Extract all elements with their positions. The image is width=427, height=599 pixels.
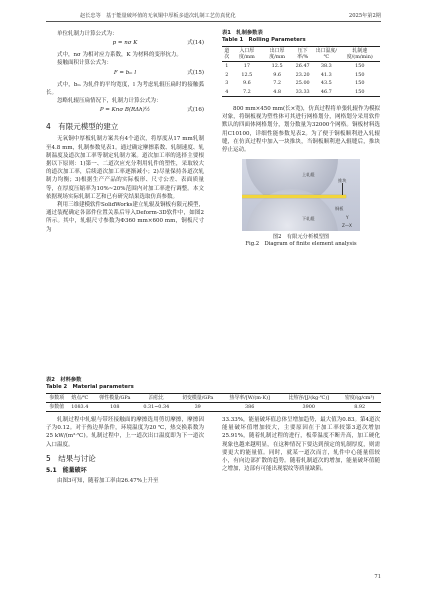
table-cell: 3900: [302, 403, 315, 410]
paragraph: 无氧铜中厚板轧制方案共有4个道次，将厚度从17 mm轧制至4.8 mm，轧制参数见表1。通过确定摩擦系数、轧制速度、轧制温度及道次加工率等制定轧制方案。道次加工率的选择主要根据以下原则：1)第一、二道次应充分利用轧件的塑性，采取较大的道次加工率，后续道次加工率逐渐减小；2)尽量保持各道次轧制力均衡；3)根据生产产品的实际板形、尺寸公差、表面质量等，在厚度压缩率为10%~20%范围内对加工率进行调整。本文依据现场实际轧制工艺和已有研究结果选取仿真参数。: [46, 136, 204, 200]
equation-text: F = bₘ l: [113, 69, 137, 76]
paragraph: 接触面积计算公式为：: [57, 60, 113, 67]
table-header-cell: 比热容/[J/(kg·℃)]: [288, 394, 330, 401]
figure-label-lower-roll: 下轧辊: [302, 216, 315, 222]
table-cell: 2: [225, 71, 229, 78]
equation-number: 式(14): [187, 40, 204, 47]
table-cell: 41.3: [320, 71, 332, 78]
figure2-caption-en: Fig.2 Diagram of finite element analysis: [245, 241, 357, 248]
table-header-cell: 密度/(g/cm³): [344, 394, 375, 401]
table-cell: 386: [245, 403, 255, 410]
equation-15: [46, 69, 204, 80]
figure-label-pusher: 推块: [338, 178, 347, 184]
copper-plate: [242, 195, 346, 198]
table-cell: 1083.4: [71, 403, 89, 410]
table-cell: 43.5: [320, 80, 332, 87]
header-rule: [46, 21, 381, 22]
table-cell: 3: [225, 80, 229, 87]
table-cell: 17: [243, 63, 250, 70]
equation-14: [46, 39, 204, 50]
table1-caption-cn: 表1 轧制参数表: [222, 30, 263, 36]
page-number: 71: [374, 574, 381, 580]
table-cell: 1: [225, 63, 229, 70]
table-cell: 0.31~0.34: [143, 403, 170, 410]
table-cell: 33.33: [295, 88, 310, 95]
table-cell: 38.3: [320, 63, 332, 70]
table-cell: 23.20: [295, 71, 310, 78]
table-row: [222, 71, 380, 79]
table-cell: 8.92: [354, 403, 366, 410]
running-title: 赵长忠等 基于能量破坏值的无氧铜中厚板多道次轧制工艺仿真优化: [80, 13, 236, 19]
table-header-cell: 切变模量/GPa: [182, 394, 214, 401]
table-row: [46, 402, 381, 411]
table-cell: 150: [355, 88, 365, 95]
table-cell: 4: [225, 88, 229, 95]
bottom-left-column: [46, 416, 204, 485]
paragraph: 800 mm×450 mm(长×宽)，仿真过程将单張轧辊作为模拟对象，将铜板视为塑性体可其进行网格划分，网格划分采用软件默认的四面体网格划分，划分数量为32000个网格。铜板材料选用C10100，详细性能参数见表2。为了便于铜板顺利进入轧辊缝，在仿真过程中加入一块推块，当铜板顺利进入辊缝后，推块停止运动。: [222, 106, 380, 154]
table-header-cell: 入口厚度/mm: [238, 47, 255, 60]
table-cell: 12.5: [241, 71, 253, 78]
section-heading: 5 结果与讨论: [46, 453, 96, 463]
table-cell: 12.5: [271, 63, 283, 70]
table-row: [222, 88, 380, 97]
table-header-cell: 泊松比: [148, 394, 164, 401]
paragraph: 利用三维建模软件SolidWorks建立轧辊及铜板有限元模型，通过装配确定各部件位置关系后导入Deform-3D软件中，如图2所示。其中，轧辊尺寸参数为Φ360 mm×600 mm，铜板尺寸为: [46, 202, 204, 233]
axis-y-label: Y: [346, 215, 349, 221]
table-row: [222, 79, 380, 87]
table-cell: 46.7: [320, 88, 332, 95]
table-cell: 9.6: [273, 71, 281, 78]
equation-text: p = nσ K: [112, 40, 138, 47]
table-cell: 150: [355, 71, 365, 78]
paragraph: 式中，nσ 为相对应力系数，K 为材料的变形抗力。: [57, 52, 182, 59]
table-header-row: [222, 46, 380, 62]
table-header-cell: 热导率/[W/(m·K)]: [229, 394, 270, 401]
table2-block: [46, 377, 381, 412]
table-header-cell: 弹性模量/GPa: [99, 394, 131, 401]
bottom-right-column: [222, 416, 380, 473]
table-header-cell: 熔点/℃: [71, 394, 89, 401]
figure-label-upper-roll: 上轧辊: [302, 172, 315, 178]
table-cell: 26.47: [295, 63, 310, 70]
paragraph: 式中，bₘ 为轧件的平均宽度，l 为考虑轧辊压扁时的接触弧长。: [46, 81, 204, 96]
table-cell: 7.2: [273, 80, 281, 87]
paragraph: 33.33%，能量破坏值总体呈增加趋势，最大值为0.83。第4道次能量破坏值增加较大，主要原因在于加工率较第3道次增加25.91%，随着轧制过程的进行，板带温度不断升高，加工硬化现象也越来越明显，在这种情况下要达到预定的轧制厚度，则需要更大的能量值。同时，就某一道次而言，轧件中心能量值较小，有向边部扩散的趋势。随着轧制道次的增加，能量破坏值随之增加，边部有可能出现裂纹等质量缺陷。: [222, 417, 380, 473]
equation-number: 式(16): [187, 107, 204, 114]
table-cell: 参数值: [49, 403, 65, 410]
table-cell: 150: [355, 63, 365, 70]
table2-caption-cn: 表2 材料参数: [46, 377, 82, 383]
table-header-cell: 参数项: [49, 394, 65, 401]
table-cell: 25.00: [295, 80, 310, 87]
table-header-cell: 轧制速度/(m/min): [346, 47, 373, 60]
table-header-cell: 道次: [224, 47, 230, 60]
issue-label: 2025年第2期: [348, 13, 381, 19]
table-header-cell: 出口厚度/mm: [269, 47, 286, 60]
fea-model-figure: [242, 159, 360, 231]
material-parameters-table: [46, 393, 381, 413]
section-heading: 4 有限元模型的建立: [46, 122, 119, 132]
table-header-row: [46, 393, 381, 402]
paragraph: 忽略轧辊压扁情况下，轧制力计算公式为：: [57, 98, 162, 105]
table-header-cell: 出口温度/℃: [315, 47, 337, 60]
leader-line: [342, 183, 344, 195]
table-header-cell: 压下率/%: [297, 47, 309, 60]
equation-number: 式(15): [187, 69, 204, 76]
left-column: [46, 30, 204, 234]
figure2-caption-cn: 图2 有限元分析模型图: [272, 234, 330, 241]
equation-16: [46, 106, 204, 117]
table-cell: 108: [110, 403, 120, 410]
table1-caption-en: Table 1 Rolling Parameters: [222, 36, 306, 43]
right-column: [222, 30, 380, 248]
rolling-parameters-table: [222, 46, 380, 97]
table-cell: 4.8: [273, 88, 281, 95]
equation-text: P = Knσ B(RΔh)½: [99, 107, 151, 114]
paragraph: 轧制过程中轧辊与带坯接触面的摩擦选用剪切摩擦，摩擦因子为0.12。对于热边界条件，环境温度为20 ℃，热交换系数为25 kW/(m²·℃)。轧制过程中，上一道次出口温度即为下一道次入口温度。: [46, 417, 204, 448]
paragraph: 单位轧制力计算公式为：: [57, 31, 118, 37]
figure-label-copper-plate: 铜板: [335, 206, 344, 212]
subsection-heading: 5.1 能量破坏: [46, 467, 87, 475]
paragraph: 由图3可知，随着加工率由26.47%上升至: [57, 478, 159, 485]
axis-zx-label: Z—X: [342, 223, 352, 229]
table-row: [222, 62, 380, 71]
table-cell: 7.2: [242, 88, 251, 95]
table2-caption-en: Table 2 Material parameters: [46, 383, 134, 390]
table-cell: 9.6: [242, 80, 251, 87]
table-cell: 39: [194, 403, 201, 410]
table-cell: 150: [355, 80, 365, 87]
